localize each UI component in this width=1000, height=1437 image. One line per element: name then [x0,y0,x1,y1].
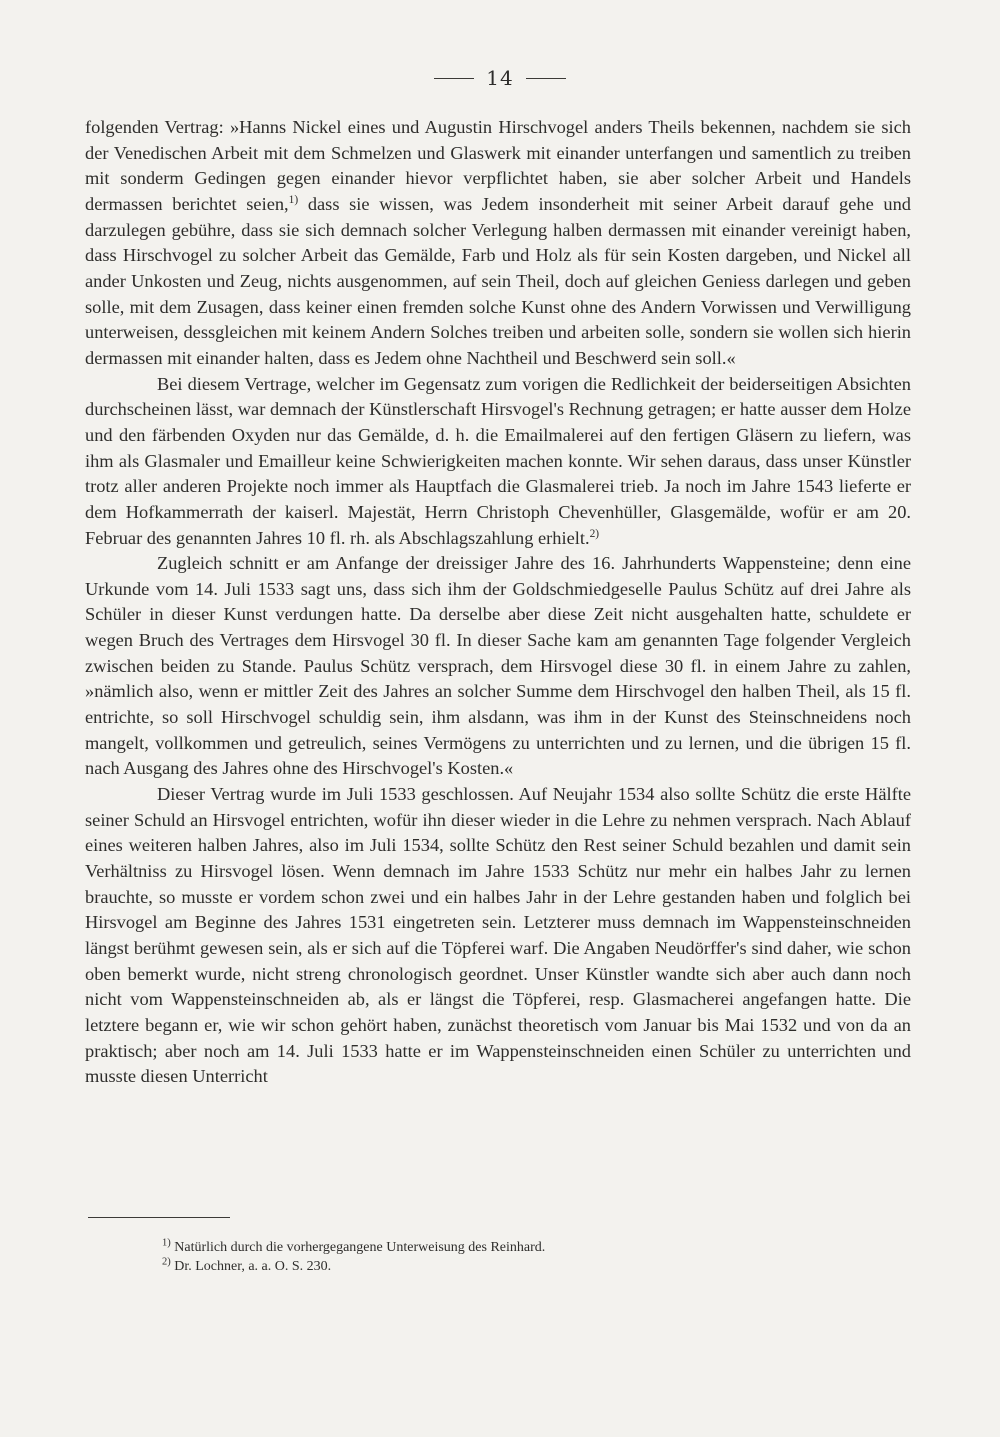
footnote [162,1257,862,1276]
footnote-text: Dr. Lochner, a. a. O. S. 230. [174,1259,332,1274]
header-rule-left [434,78,474,79]
paragraph-text: dass sie wissen, was Jedem insonderheit mit seiner Arbeit darauf gehe und darzulegen gebühre, dass sie sich demnach solcher Verlegung halben dermassen mit einander vereinigt haben, dass Hirschvogel zu solcher Arbeit das Gemälde, Farb und Holz als für sein Kosten dargeben, und Nickel all ander Unkosten und Zeug, nichts ausgenommen, auf sein Theil, doch auf gleichen Geniess darlegen und geben solle, mit dem Zusagen, dass keiner einen fremden solche Kunst ohne des Andern Vorwissen und Verwilligung unterweisen, dessgleichen mit keinem Andern Solches treiben und arbeiten solle, sondern sie wollen sich hierin dermassen mit einander halten, dass es Jedem ohne Nachtheil und Beschwerd sein soll.« [85,193,911,368]
paragraph-text: folgenden Vertrag: »Hanns Nickel eines und Augustin Hirschvogel anders Theils bekennen, nachdem sie sich der Venedischen Arbeit mit dem Schmelzen und Glaswerk mit einander unterfangen und samentlich zu treiben mit sonderm Gedingen gegen einander hievor verpflichtet haben, sie aber solcher Arbeit und Handels dermassen berichtet seien, [85,117,911,214]
paragraph-text: Bei diesem Vertrage, welcher im Gegensatz zum vorigen die Redlichkeit der beiderseitigen Absichten durchscheinen lässt, war demnach der Künstlerschaft Hirsvogel's Rechnung getragen; er hatte ausser dem Holze und den färbenden Oxyden nur das Gemälde, d. h. die Emailmalerei auf den fertigen Gläsern zu liefern, was ihm als Glasmaler und Emailleur keine Schwierigkeiten machen konnte. Wir sehen daraus, dass unser Künstler trotz aller anderen Projekte noch immer als Hauptfach die Glasmalerei trieb. Ja noch im Jahre 1543 lieferte er dem Hofkammerrath der kaiserl. Majestät, Herrn Christoph Chevenhüller, Glasgemälde, wofür er am 20. Februar des genannten Jahres 10 fl. rh. als Abschlagszahlung erhielt. [85,373,911,548]
paragraph-text: Zugleich schnitt er am Anfange der dreissiger Jahre des 16. Jahrhunderts Wappensteine; denn eine Urkunde vom 14. Juli 1533 sagt uns, dass sich ihm der Goldschmiedgeselle Paulus Schütz auf drei Jahre als Schüler in dieser Kunst verdungen hatte. Da derselbe aber diese Zeit nicht ausgehalten hatte, schuldete er wegen Bruch des Vertrages dem Hirsvogel 30 fl. In dieser Sache kam am genannten Tage folgender Vergleich zwischen beiden zu Stande. Paulus Schütz versprach, dem Hirsvogel diese 30 fl. in einem Jahre zu zahlen, »nämlich also, wenn er mittler Zeit des Jahres an solcher Summe dem Hirschvogel den halben Theil, als 15 fl. entrichte, so soll Hirschvogel schuldig sein, ihm alsdann, was ihm in der Kunst des Steinschneidens noch mangelt, vollkommen und getreulich, seines Vermögens zu unterrichten und zu lernen, und die übrigen 15 fl. nach Ausgang des Jahres ohne des Hirschvogel's Kosten.« [85,553,911,779]
paragraph [85,551,911,782]
footnote-mark: 2) [162,1256,171,1268]
footnote-reference[interactable]: 2) [589,527,600,540]
footnote-mark: 1) [162,1237,171,1249]
footnotes [162,1238,862,1276]
page-header [0,66,1000,90]
body-text [85,115,911,1090]
footnote [162,1238,862,1257]
paragraph [85,115,911,372]
header-rule-right [526,78,566,79]
paragraph-text: Dieser Vertrag wurde im Juli 1533 geschlossen. Auf Neujahr 1534 also sollte Schütz die erste Hälfte seiner Schuld an Hirsvogel entrichten, wofür ihn dieser wieder in die Lehre zu nehmen versprach. Nach Ablauf eines weiteren halben Jahres, also im Juli 1534, sollte Schütz den Rest seiner Schuld bezahlen und damit sein Verhältniss zu Hirsvogel lösen. Wenn demnach im Jahre 1533 Schütz nur mehr ein halbes Jahr zu lernen brauchte, so musste er vordem schon zwei und ein halbes Jahr in der Lehre gestanden haben und folglich bei Hirsvogel am Beginne des Jahres 1531 eingetreten sein. Letzterer muss demnach im Wappensteinschneiden längst berühmt gewesen sein, als er sich auf die Töpferei warf. Die Angaben Neudörffer's sind daher, wie schon oben bemerkt wurde, nicht streng chronologisch geordnet. Unser Künstler wandte sich aber auch dann noch nicht vom Wappensteinschneiden ab, als er längst die Töpferei, resp. Glasmacherei angefangen hatte. Die letztere begann er, wie wir schon gehört haben, zunächst theoretisch vom Januar bis Mai 1532 und von da an praktisch; aber noch am 14. Juli 1533 hatte er im Wappensteinschneiden einen Schüler zu unterrichten und musste diesen Unterricht [85,784,911,1087]
paragraph [85,372,911,552]
footnote-reference[interactable]: 1) [288,193,299,206]
footnote-separator [88,1217,230,1218]
page-number: 14 [486,66,514,90]
footnote-text: Natürlich durch die vorhergegangene Unterweisung des Reinhard. [174,1240,546,1255]
paragraph [85,782,911,1090]
